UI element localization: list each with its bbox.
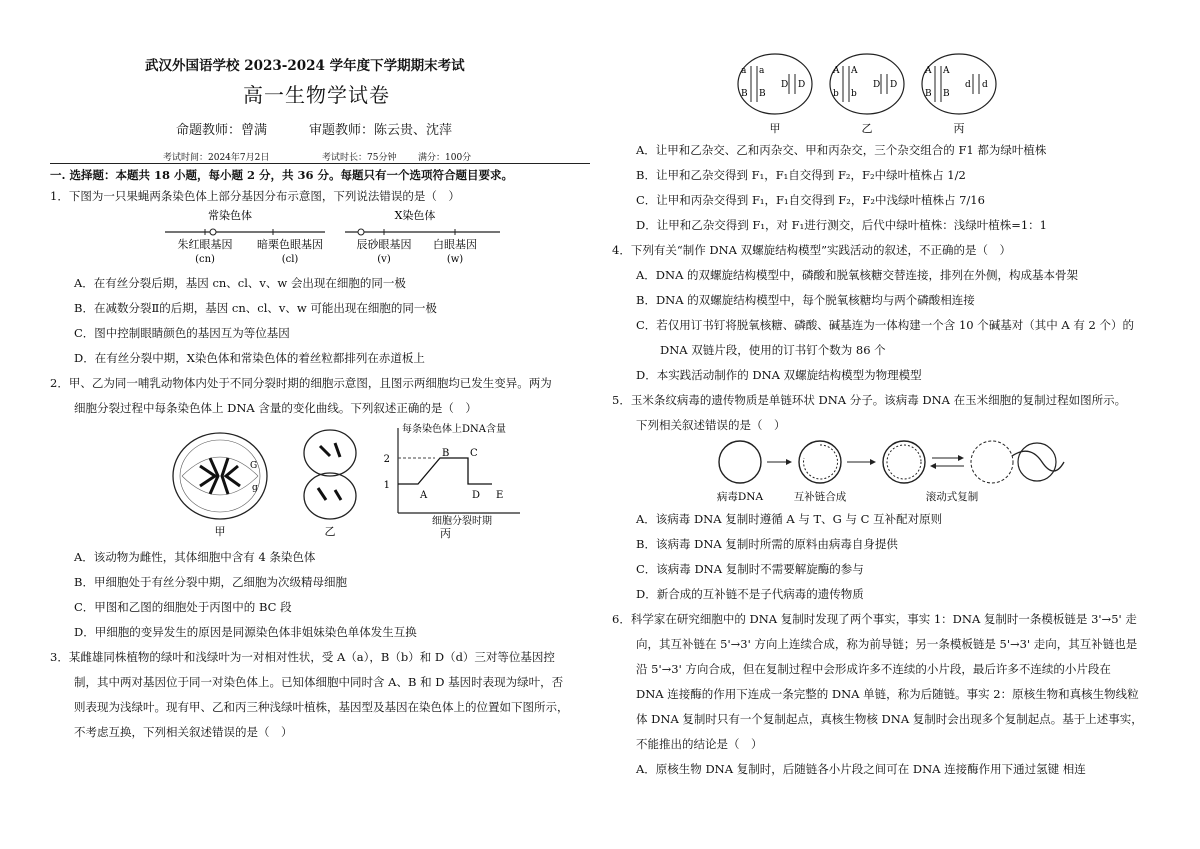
- allele: d: [965, 80, 971, 90]
- rolling-circle: [971, 441, 1013, 483]
- q4-stem: 4．下列有关“制作 DNA 双螺旋结构模型”实践活动的叙述，不正确的是（ ）: [612, 243, 1011, 257]
- label-complement: 互补链合成: [793, 491, 847, 503]
- q2-stem-line1: 2．甲、乙为同一哺乳动物体内处于不同分裂时期的细胞示意图，且图示两细胞均已发生变异。两为: [50, 376, 552, 390]
- q5-replication-figure: [712, 434, 1092, 506]
- gene-w-code: (w): [446, 254, 464, 265]
- q2-cell-figure: [170, 418, 506, 540]
- q2-option-b: B．甲细胞处于有丝分裂中期，乙细胞为次级精母细胞: [74, 575, 347, 589]
- q6-option-a: A．原核生物 DNA 复制时，后随链各小片段之间可在 DNA 连接酶作用下通过氢键 相连: [636, 762, 1086, 776]
- exam-title: 高一生物学试卷: [243, 83, 390, 107]
- q5-stem-line2: 下列相关叙述错误的是（ ）: [636, 418, 786, 432]
- q4-option-d: D．本实践活动制作的 DNA 双螺旋结构模型为物理模型: [636, 368, 922, 382]
- allele: D: [781, 80, 789, 90]
- q3-option-a: A．让甲和乙杂交、乙和丙杂交、甲和丙杂交，三个杂交组合的 F1 都为绿叶植株: [636, 143, 1047, 157]
- point-C: C: [470, 448, 478, 459]
- q6-stem-line2: 向，其互补链在 5'→3' 方向上连续合成，称为前导链；另一条模板链是 5'→3' 走向，其互补链也是: [636, 637, 1138, 651]
- exam-duration: 考试时长：75分钟: [322, 153, 397, 163]
- label-jia: 甲: [214, 525, 226, 538]
- q5-option-a: A．该病毒 DNA 复制时遵循 A 与 T、G 与 C 互补配对原则: [636, 512, 943, 526]
- gene-cn-code: (cn): [195, 254, 215, 265]
- gene-w-label: 白眼基因: [433, 238, 477, 251]
- allele: D: [798, 80, 806, 90]
- allele: A: [925, 66, 932, 76]
- label-yi: 乙: [324, 525, 336, 538]
- cell-yi-top: [304, 430, 356, 476]
- cell-yi-bottom: [304, 473, 356, 519]
- q3-option-d: D．让甲和乙杂交得到 F₁，对 F₁进行测交，后代中绿叶植株：浅绿叶植株=1：1: [636, 218, 1047, 232]
- allele: a: [759, 66, 765, 76]
- point-B: B: [442, 448, 450, 459]
- arrow-3-head: [958, 455, 964, 461]
- allele: A: [833, 66, 840, 76]
- q4-option-c: C．若仅用订书钉将脱氧核糖、磷酸、碱基连为一体构建一个含 10 个碱基对（其中 A 有 2 个）的: [636, 318, 1134, 332]
- q1-gene-diagram: [150, 207, 510, 267]
- allele: d: [982, 80, 988, 90]
- graph-y2: 2: [383, 454, 390, 465]
- q2-option-d: D．甲细胞的变异发生的原因是同源染色体非姐妹染色单体发生互换: [74, 625, 417, 639]
- allele: B: [943, 89, 950, 99]
- label-yi: 乙: [861, 122, 873, 135]
- q4-option-b: B．DNA 的双螺旋结构模型中，每个脱氧核糖均与两个磷酸相连接: [636, 293, 975, 307]
- gene-cn-label: 朱红眼基因: [177, 238, 233, 251]
- graph-y1: 1: [383, 480, 390, 491]
- allele: B: [759, 89, 766, 99]
- section-heading: 一. 选择题：本题共 18 小题，每小题 2 分，共 36 分。每题只有一个选项符合题目要求。: [50, 168, 514, 182]
- cell-jia-spindle: [180, 440, 260, 512]
- school-title: 武汉外国语学校 2023-2024 学年度下学期期末考试: [145, 58, 465, 74]
- ds-inner-strand: [887, 445, 921, 479]
- label-bing: 丙: [440, 527, 451, 540]
- q3-stem-line2: 制，其中两对基因位于同一对染色体上。已知体细胞中同时含 A、B 和 D 基因时表现为绿叶，否: [74, 675, 564, 689]
- gene-g: g: [252, 483, 258, 493]
- x-centromere: [358, 229, 364, 235]
- q6-stem-line1: 6．科学家在研究细胞中的 DNA 复制时发现了两个事实，事实 1：DNA 复制时一条模板链是 3'→5' 走: [612, 612, 1137, 626]
- autosome-label: 常染色体: [208, 209, 252, 222]
- q5-option-d: D．新合成的互补链不是子代病毒的遗传物质: [636, 587, 864, 601]
- allele: b: [851, 89, 857, 99]
- q3-chromosome-figure: [737, 52, 997, 138]
- cell-bing-genotype: [922, 54, 996, 114]
- point-D: D: [472, 490, 481, 501]
- arrow-2-head: [870, 459, 876, 465]
- x-chromosome-label: X染色体: [394, 209, 436, 222]
- point-E: E: [496, 490, 504, 501]
- q5-option-c: C．该病毒 DNA 复制时不需要解旋酶的参与: [636, 562, 864, 576]
- graph-xlabel: 细胞分裂时期: [432, 516, 492, 527]
- cell-jia-genotype: [738, 54, 812, 114]
- q1-option-a: A．在有丝分裂后期，基因 cn、cl、v、w 会出现在细胞的同一极: [74, 276, 406, 290]
- complement-circle: [799, 441, 841, 483]
- allele: a: [741, 66, 747, 76]
- allele: B: [741, 89, 748, 99]
- gene-G: G: [250, 461, 258, 471]
- q3-option-b: B．让甲和乙杂交得到 F₁，F₁自交得到 F₂，F₂中绿叶植株占 1/2: [636, 168, 966, 182]
- gene-v-code: (v): [377, 254, 391, 265]
- arrow-1-head: [786, 459, 792, 465]
- q3-stem-line1: 3．某雌雄同株植物的绿叶和浅绿叶为一对相对性状，受 A（a），B（b）和 D（d）三对等位基因控: [50, 650, 555, 664]
- graph-ylabel: 每条染色体上DNA含量: [402, 424, 506, 435]
- gene-cl-code: (cl): [281, 254, 299, 265]
- full-score: 满分：100分: [418, 153, 472, 163]
- setter-teacher: 命题教师：曾满: [176, 123, 268, 138]
- q1-stem: 1．下图为一只果蝇两条染色体上部分基因分布示意图，下列说法错误的是（ ）: [50, 189, 460, 203]
- allele: B: [925, 89, 932, 99]
- ds-circle: [883, 441, 925, 483]
- spindle-fibers: [182, 457, 258, 495]
- q3-option-c: C．让甲和丙杂交得到 F₁，F₁自交得到 F₂，F₂中浅绿叶植株占 7/16: [636, 193, 985, 207]
- q4-option-c-cont: DNA 双链片段，使用的订书钉个数为 86 个: [660, 343, 886, 357]
- label-viral-dna: 病毒DNA: [716, 491, 764, 503]
- label-jia: 甲: [769, 122, 781, 135]
- complement-strand: [804, 445, 838, 479]
- header-divider: [50, 163, 590, 164]
- allele: D: [873, 80, 881, 90]
- q6-stem-line5: 体 DNA 复制时只有一个复制起点，真核生物核 DNA 复制时会出现多个复制起点。基于上述事实，: [636, 712, 1143, 726]
- allele: A: [851, 66, 858, 76]
- q6-stem-line3: 沿 5'→3' 方向合成，但在复制过程中会形成许多不连续的小片段，最后许多不连续的小片段在: [636, 662, 1111, 676]
- q1-option-d: D．在有丝分裂中期，X染色体和常染色体的着丝粒都排列在赤道板上: [74, 351, 425, 365]
- new-circle: [1018, 443, 1056, 481]
- reviewer-teacher: 审题教师：陈云贵、沈萍: [309, 123, 453, 138]
- chromosomes-yi: [318, 443, 341, 500]
- q3-stem-line4: 不考虑互换，下列相关叙述错误的是（ ）: [74, 725, 293, 739]
- allele: b: [833, 89, 839, 99]
- cell-jia: [173, 433, 267, 519]
- viral-dna-circle: [719, 441, 761, 483]
- q5-stem-line1: 5．玉米条纹病毒的遗传物质是单链环状 DNA 分子。该病毒 DNA 在玉米细胞的复制过程如图所示。: [612, 393, 1127, 407]
- label-bing: 丙: [953, 122, 965, 135]
- label-rolling: 滚动式复制: [925, 491, 979, 503]
- q2-option-c: C．甲图和乙图的细胞处于丙图中的 BC 段: [74, 600, 292, 614]
- q1-option-c: C．图中控制眼睛颜色的基因互为等位基因: [74, 326, 290, 340]
- q5-option-b: B．该病毒 DNA 复制时所需的原料由病毒自身提供: [636, 537, 898, 551]
- arrow-4-head: [930, 463, 936, 469]
- cell-yi-genotype: [830, 54, 904, 114]
- q2-option-a: A．该动物为雌性，其体细胞中含有 4 条染色体: [74, 550, 316, 564]
- exam-time: 考试时间：2024年7月2日: [163, 153, 270, 163]
- q1-option-b: B．在减数分裂Ⅱ的后期，基因 cn、cl、v、w 可能出现在细胞的同一极: [74, 301, 437, 315]
- q6-stem-line4: DNA 连接酶的作用下连成一条完整的 DNA 单链，称为后随链。事实 2：原核生物和真核生物线粒: [636, 687, 1139, 701]
- point-A: A: [420, 490, 428, 501]
- autosome-centromere: [210, 229, 216, 235]
- gene-cl-label: 暗栗色眼基因: [257, 238, 323, 251]
- gene-v-label: 辰砂眼基因: [356, 238, 412, 251]
- allele: D: [890, 80, 898, 90]
- q6-stem-line6: 不能推出的结论是（ ）: [636, 737, 763, 751]
- q3-stem-line3: 则表现为浅绿叶。现有甲、乙和丙三种浅绿叶植株，基因型及基因在染色体上的位置如下图所示，: [74, 700, 569, 714]
- q4-option-a: A．DNA 的双螺旋结构模型中，磷酸和脱氧核糖交替连接，排列在外侧，构成基本骨架: [636, 268, 1079, 282]
- graph-curve: [398, 458, 492, 484]
- allele: A: [943, 66, 950, 76]
- chromosomes: [200, 458, 240, 494]
- q2-stem-line2: 细胞分裂过程中每条染色体上 DNA 含量的变化曲线。下列叙述正确的是（ ）: [74, 401, 477, 415]
